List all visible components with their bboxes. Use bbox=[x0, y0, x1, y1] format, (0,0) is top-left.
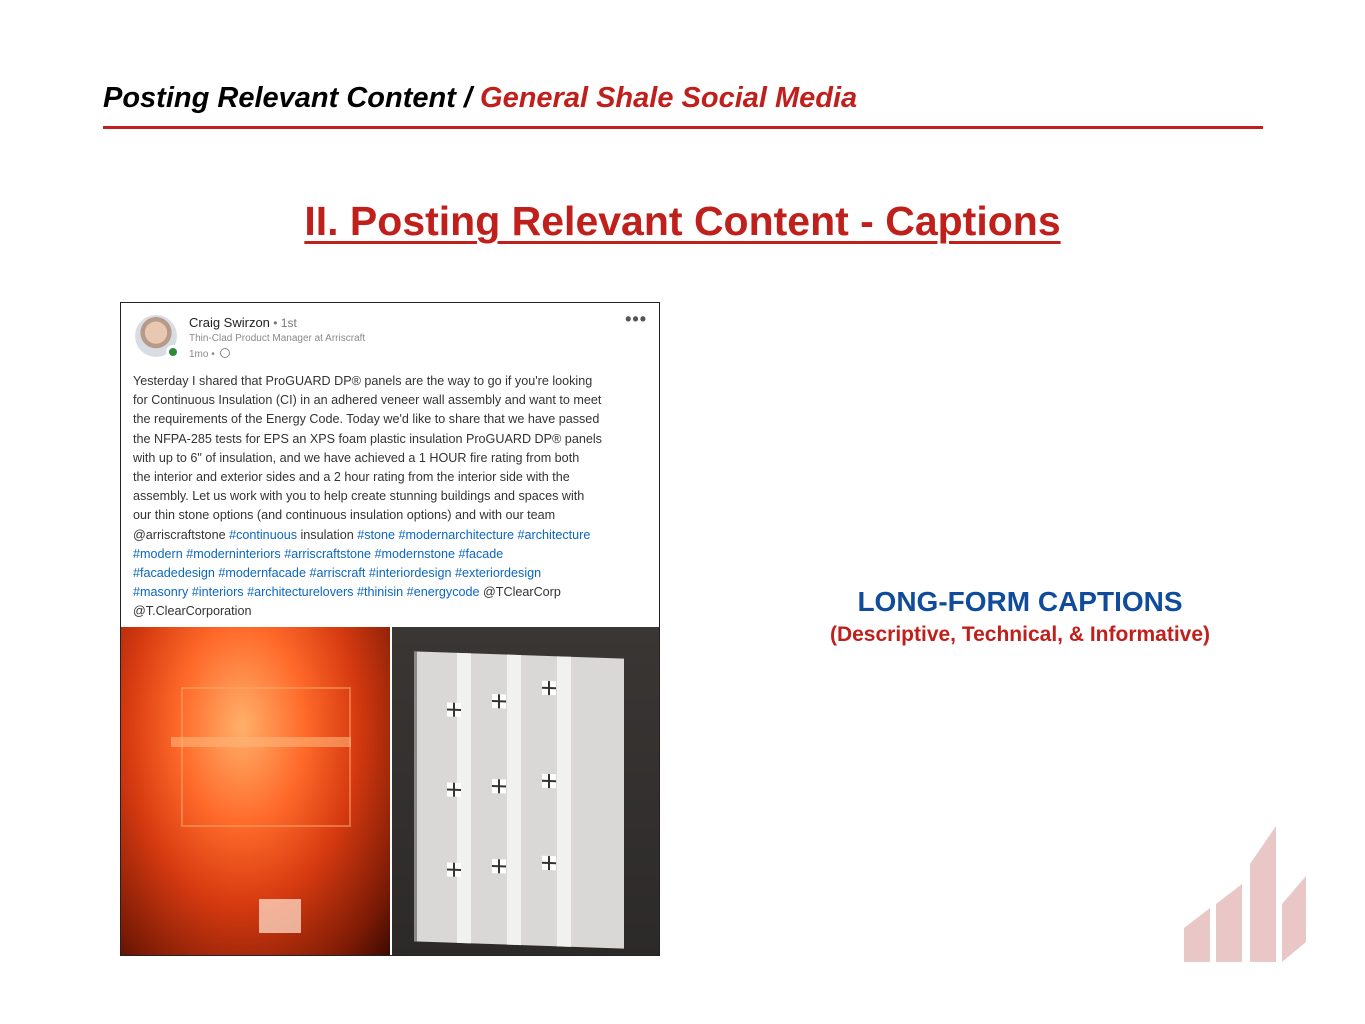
author-name-line bbox=[189, 315, 297, 330]
photo-sensor bbox=[542, 681, 556, 695]
hashtag-links[interactable]: #stone #modernarchitecture #architecture #modern #moderninteriors #arriscraftstone #modernstone #facade #facadedesign #modernfacade #arriscraft #interiordesign #exteriordesign #masonry #interiors #architecturelovers #thinisin #energycode bbox=[133, 527, 591, 600]
photo-board-stripe bbox=[457, 653, 471, 943]
social-post-card bbox=[120, 302, 660, 956]
photo-sensor bbox=[447, 702, 461, 716]
section-heading: II. Posting Relevant Content - Captions bbox=[304, 198, 1061, 244]
photo-wall-panel bbox=[181, 687, 351, 827]
photo-test-board bbox=[414, 651, 624, 948]
header-separator: / bbox=[455, 82, 481, 114]
hashtag-link[interactable]: #continuous bbox=[229, 527, 297, 542]
photo-beam bbox=[171, 737, 351, 747]
photo-board-stripe bbox=[557, 656, 571, 946]
more-options-icon[interactable]: ••• bbox=[625, 309, 647, 329]
header-rule bbox=[103, 126, 1263, 129]
connection-degree: • 1st bbox=[269, 316, 297, 330]
globe-icon bbox=[220, 348, 230, 358]
post-mid-text: insulation bbox=[297, 527, 358, 542]
online-status-icon bbox=[166, 345, 180, 359]
fire-test-photo[interactable] bbox=[121, 627, 390, 956]
header-title-main: Posting Relevant Content bbox=[103, 82, 456, 114]
post-mentions[interactable]: @TClearCorp @T.ClearCorporation bbox=[133, 585, 561, 619]
photo-sensor bbox=[542, 856, 556, 870]
photo-sensor bbox=[492, 694, 506, 708]
panel-test-photo[interactable] bbox=[392, 627, 660, 956]
author-name[interactable]: Craig Swirzon bbox=[189, 315, 270, 330]
photo-sensor bbox=[492, 779, 506, 793]
post-body-text: Yesterday I shared that ProGUARD DP® panels are the way to go if you're looking for Continuous Insulation (CI) in an adhered veneer wall assembly and want to meet the requirements of the Energy Code. Today we'd like to share that we have passed the NFPA-285 tests for EPS an XPS foam plastic insulation ProGUARD DP® panels with up to 6" of insulation, and we have achieved a 1 HOUR fire rating from both the interior and exterior sides and a 2 hour rating from the interior side with the assembly. Let us work with you to help create stunning buildings and spaces with our thin stone options (and continuous insulation options) and with our team @arriscraftstone bbox=[133, 374, 602, 542]
post-meta bbox=[189, 348, 230, 360]
page-header-title bbox=[103, 82, 857, 115]
photo-board-stripe bbox=[507, 655, 521, 945]
photo-label-card bbox=[259, 899, 301, 933]
photo-sensor bbox=[447, 782, 461, 796]
caption-subtitle: (Descriptive, Technical, & Informative) bbox=[829, 623, 1211, 646]
caption-title: LONG-FORM CAPTIONS bbox=[857, 586, 1183, 617]
header-title-accent: General Shale Social Media bbox=[480, 82, 858, 114]
brand-logo-icon bbox=[1180, 824, 1308, 962]
post-body bbox=[133, 372, 658, 622]
photo-sensor bbox=[542, 774, 556, 788]
photo-sensor bbox=[492, 859, 506, 873]
author-title: Thin-Clad Product Manager at Arriscraft bbox=[189, 333, 366, 344]
photo-sensor bbox=[447, 862, 461, 876]
post-time: 1mo • bbox=[189, 349, 218, 360]
